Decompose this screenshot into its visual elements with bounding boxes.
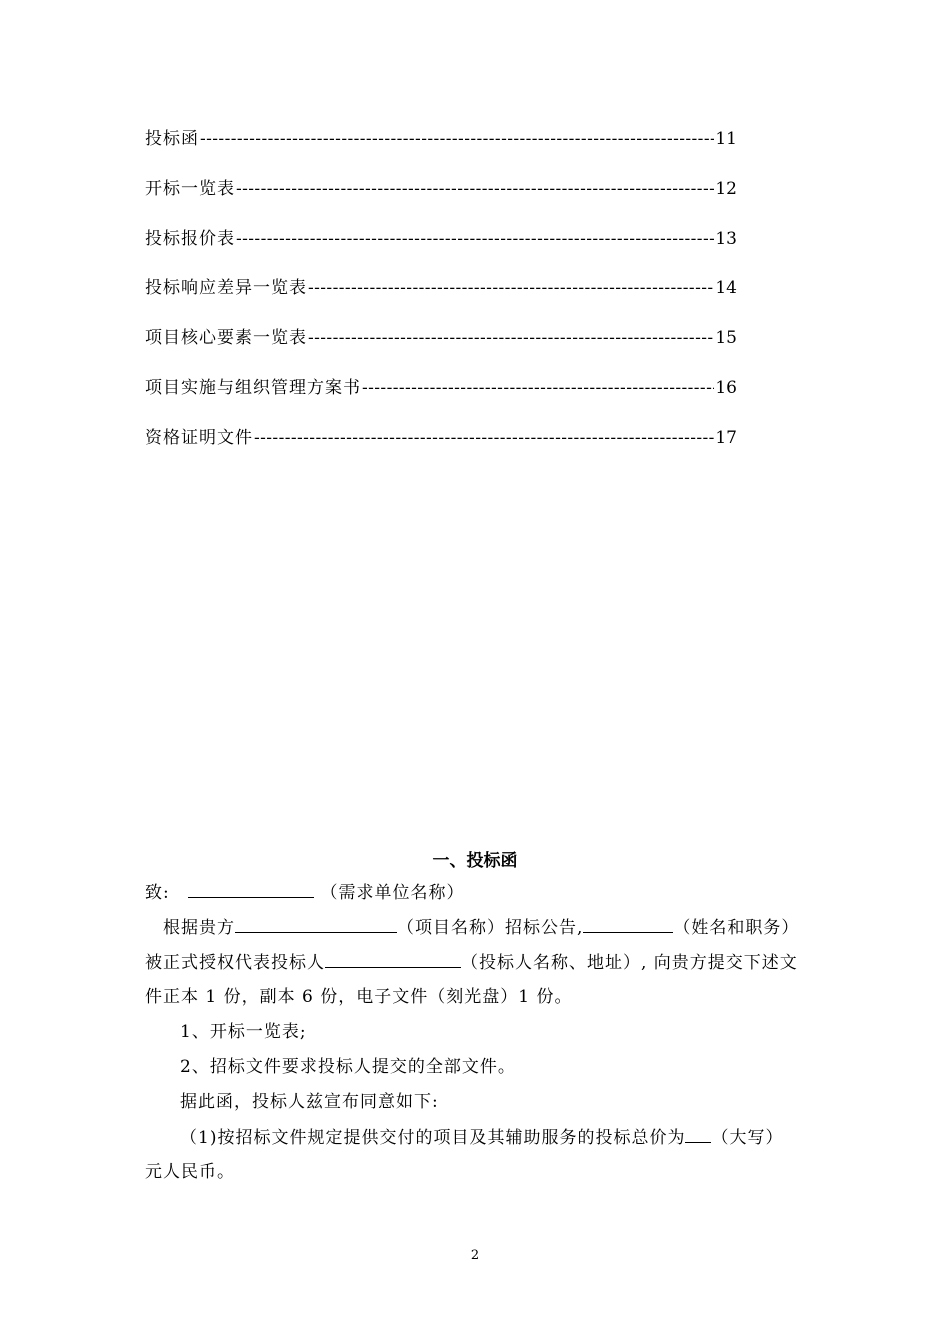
toc-leader (254, 428, 714, 448)
toc-page: 15 (715, 328, 737, 349)
letter-body (145, 875, 807, 1190)
toc-title: 投标响应差异一览表 (145, 278, 307, 299)
toc-leader (308, 328, 714, 348)
list-item: 1、开标一览表; (180, 1022, 307, 1042)
toc-title: 项目核心要素一览表 (145, 328, 307, 349)
toc-row[interactable] (145, 373, 737, 423)
paragraph-line (145, 945, 807, 980)
toc-row[interactable] (145, 323, 737, 373)
toc-row[interactable] (145, 273, 737, 323)
toc-page: 13 (715, 228, 737, 249)
text: 被正式授权代表投标人 (145, 953, 325, 973)
project-name-blank[interactable] (235, 910, 397, 933)
recipient-blank[interactable] (188, 875, 314, 898)
bidder-blank[interactable] (325, 945, 461, 968)
text: （项目名称）招标公告, (397, 918, 584, 938)
toc-page: 17 (715, 427, 737, 448)
toc-row[interactable] (145, 124, 737, 174)
paragraph-line: 件正本 1 份，副本 6 份，电子文件（刻光盘）1 份。 (145, 987, 573, 1007)
toc-page: 16 (715, 377, 737, 398)
page-number: 2 (470, 1248, 480, 1263)
text: 根据贵方 (163, 918, 235, 938)
toc-leader (200, 129, 714, 149)
toc-row[interactable] (145, 174, 737, 224)
text: （大写） (711, 1128, 784, 1148)
toc-title: 资格证明文件 (145, 427, 253, 448)
toc-leader (236, 229, 714, 249)
toc-title: 项目实施与组织管理方案书 (145, 377, 361, 398)
section-heading: 一、投标函 (432, 851, 518, 871)
name-title-blank[interactable] (583, 910, 673, 933)
toc-title: 开标一览表 (145, 178, 235, 199)
toc-leader (236, 179, 714, 199)
table-of-contents (145, 124, 737, 473)
text: （姓名和职务） (673, 918, 800, 938)
toc-title: 投标报价表 (145, 228, 235, 249)
toc-page: 12 (715, 178, 737, 199)
list-item: 2、招标文件要求投标人提交的全部文件。 (180, 1057, 516, 1077)
toc-row[interactable] (145, 423, 737, 473)
clause-line: 元人民币。 (145, 1162, 235, 1182)
declaration: 据此函，投标人兹宣布同意如下: (180, 1092, 439, 1112)
clause-line (145, 1120, 807, 1155)
toc-page: 11 (715, 129, 737, 149)
addressee-line (145, 875, 807, 910)
toc-leader (308, 278, 714, 298)
text: （1)按招标文件规定提供交付的项目及其辅助服务的投标总价为 (180, 1128, 686, 1148)
toc-title: 投标函 (145, 129, 199, 149)
toc-row[interactable] (145, 224, 737, 274)
recipient-note: （需求单位名称） (320, 883, 465, 903)
total-price-blank[interactable] (685, 1120, 711, 1143)
to-prefix: 致: (145, 883, 170, 903)
text: （投标人名称、地址）, 向贵方提交下述文 (461, 953, 798, 973)
paragraph-line (145, 910, 807, 945)
toc-page: 14 (715, 278, 737, 299)
toc-leader (362, 378, 714, 398)
